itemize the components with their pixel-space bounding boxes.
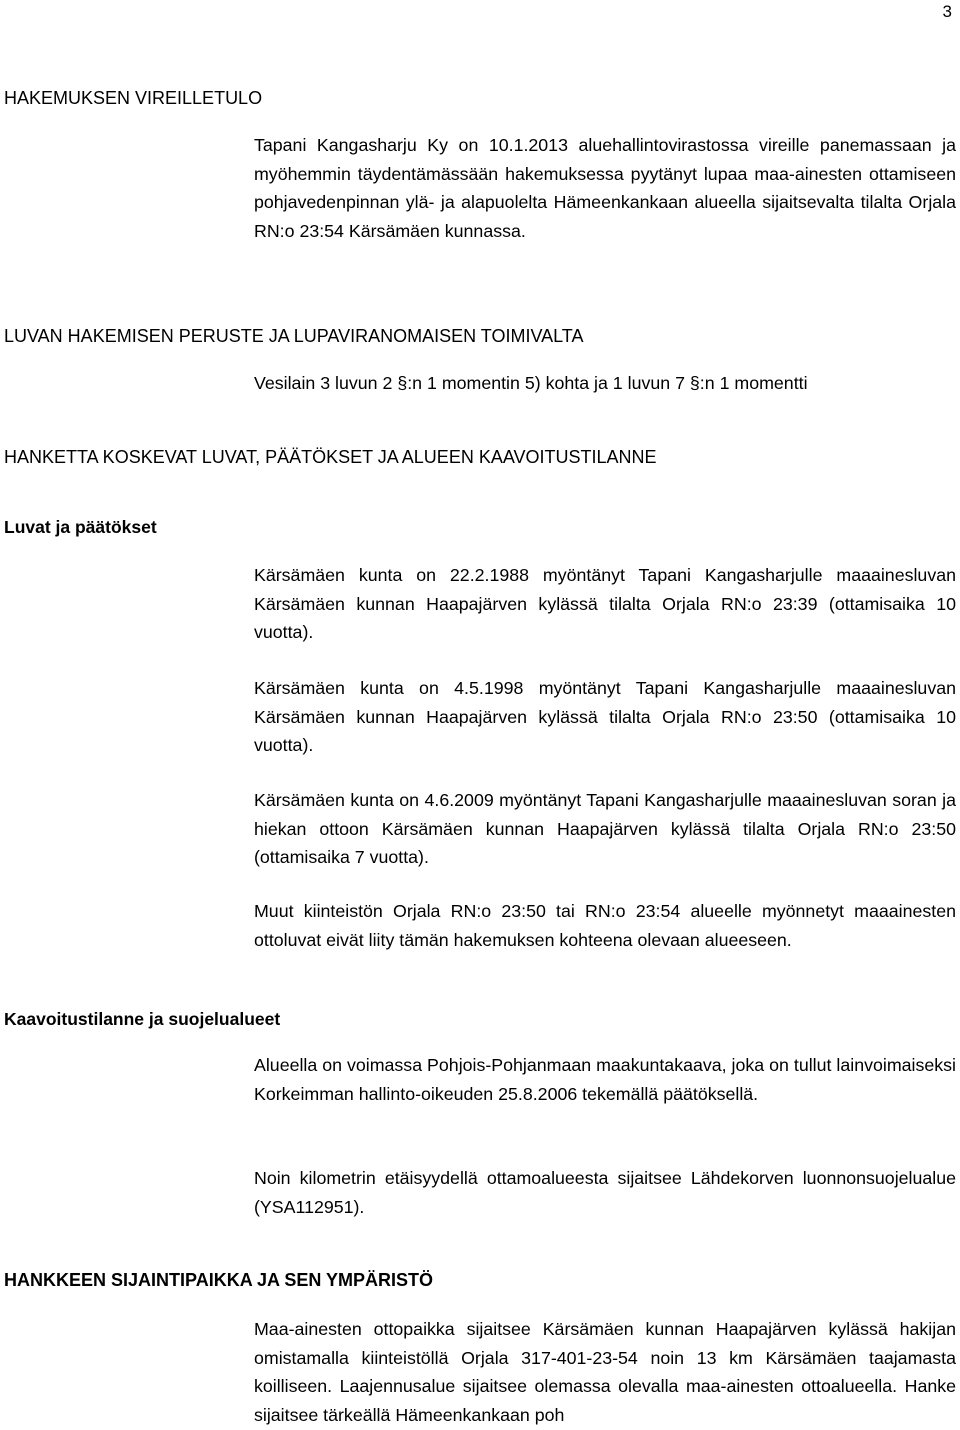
paragraph-lupa-1988: Kärsämäen kunta on 22.2.1988 myöntänyt Tapani Kangasharjulle maaainesluvan Kärsämäen kunnan Haapajärven kylässä tilalta Orjala RN:o 23:39 (ottamisaika 10 vuotta). bbox=[254, 565, 956, 643]
paragraph-lupa-1998: Kärsämäen kunta on 4.5.1998 myöntänyt Tapani Kangasharjulle maaainesluvan Kärsämäen kunnan Haapajärven kylässä tilalta Orjala RN:o 23:50 (ottamisaika 10 vuotta). bbox=[254, 678, 956, 756]
heading-peruste: LUVAN HAKEMISEN PERUSTE JA LUPAVIRANOMAISEN TOIMIVALTA bbox=[4, 326, 584, 346]
page-number: 3 bbox=[942, 2, 952, 21]
subheading-kaavoitustilanne: Kaavoitustilanne ja suojelualueet bbox=[4, 1009, 281, 1029]
paragraph-muut-luvat: Muut kiinteistön Orjala RN:o 23:50 tai RN:o 23:54 alueelle myönnetyt maaainesten ottoluvat eivät liity tämän hakemuksen kohteena olevaan alueeseen. bbox=[254, 901, 956, 950]
heading-luvat: HANKETTA KOSKEVAT LUVAT, PÄÄTÖKSET JA ALUEEN KAAVOITUSTILANNE bbox=[4, 447, 657, 467]
heading-vireilletulo: HAKEMUKSEN VIREILLETULO bbox=[4, 88, 263, 108]
paragraph-vireilletulo: Tapani Kangasharju Ky on 10.1.2013 aluehallintovirastossa vireille panemassaan ja myöhemmin täydentämässään hakemuksessa pyytänyt lupaa maa-ainesten ottamiseen pohjavedenpinnan ylä- ja alapuolelta Hämeenkankaan alueella sijaitsevalta tilalta Orjala RN:o 23:54 Kärsämäen kunnassa. bbox=[254, 135, 956, 242]
paragraph-sijainti: Maa-ainesten ottopaikka sijaitsee Kärsämäen kunnan Haapajärven kylässä hakijan omistamalla kiinteistöllä Orjala 317-401-23-54 noin 13 km Kärsämäen taajamasta koilliseen. Laajennusalue sijaitsee olemassa olevalla maa-ainesten ottoalueella. Hanke sijaitsee tärkeällä Hämeenkankaan poh bbox=[254, 1319, 956, 1426]
paragraph-suojelualue: Noin kilometrin etäisyydellä ottamoalueesta sijaitsee Lähdekorven luonnonsuojelualue (YSA112951). bbox=[254, 1168, 956, 1217]
heading-sijainti: HANKKEEN SIJAINTIPAIKKA JA SEN YMPÄRISTÖ bbox=[4, 1270, 434, 1290]
paragraph-peruste: Vesilain 3 luvun 2 §:n 1 momentin 5) kohta ja 1 luvun 7 §:n 1 momentti bbox=[254, 373, 808, 393]
paragraph-maakuntakaava: Alueella on voimassa Pohjois-Pohjanmaan maakuntakaava, joka on tullut lainvoimaiseksi Korkeimman hallinto-oikeuden 25.8.2006 tekemällä päätöksellä. bbox=[254, 1055, 956, 1104]
subheading-luvat-ja-paatokset: Luvat ja päätökset bbox=[4, 517, 157, 537]
paragraph-lupa-2009: Kärsämäen kunta on 4.6.2009 myöntänyt Tapani Kangasharjulle maaainesluvan soran ja hiekan ottoon Kärsämäen kunnan Haapajärven kylässä tilalta Orjala RN:o 23:50 (ottamisaika 7 vuotta). bbox=[254, 790, 956, 868]
